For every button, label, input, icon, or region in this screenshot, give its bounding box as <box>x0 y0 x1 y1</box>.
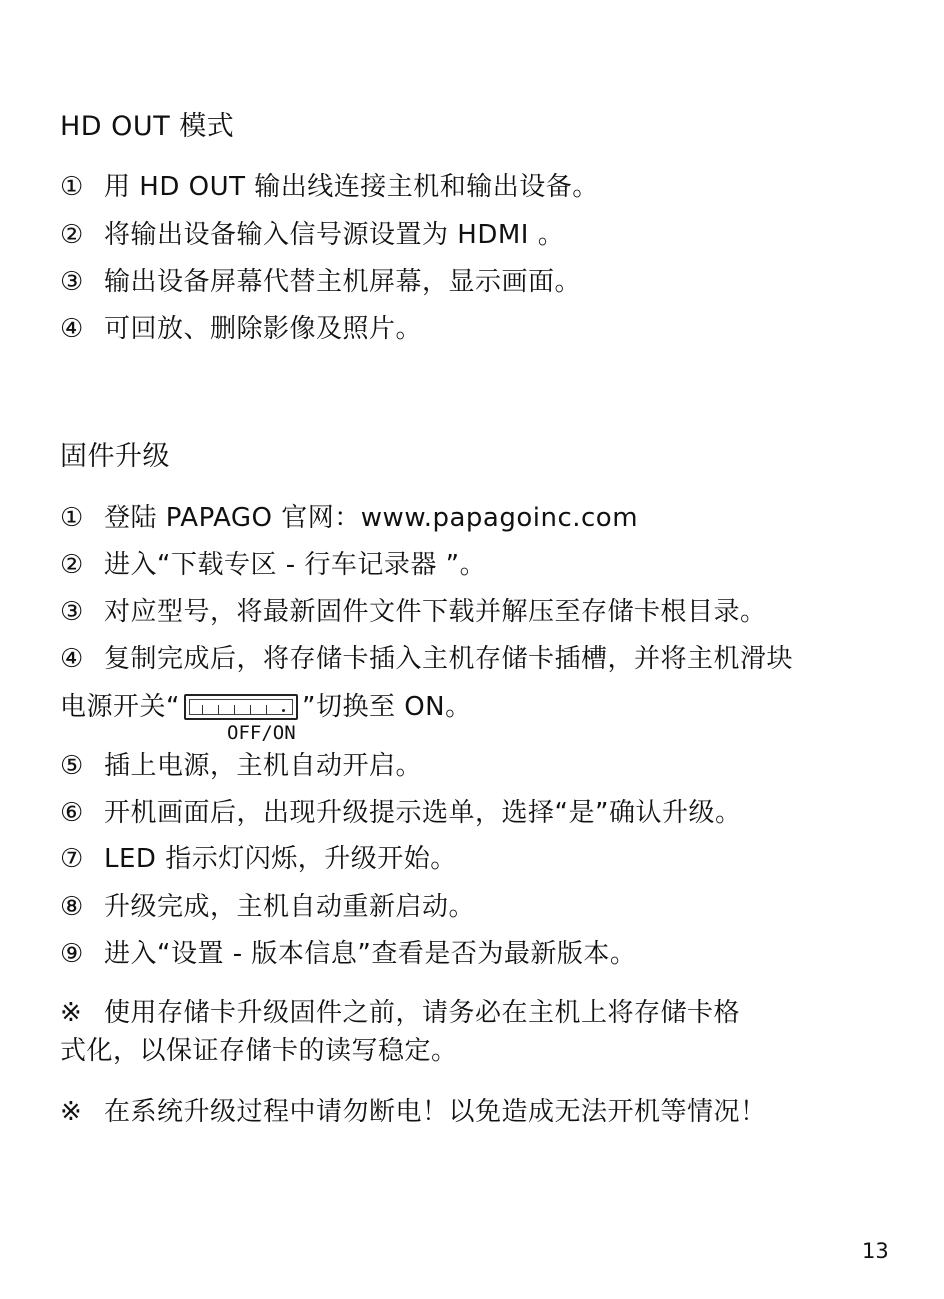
note-1-line-2: 式化，以保证存储卡的读写稳定。 <box>60 1036 458 1066</box>
step-text: LED 指示灯闪烁，升级开始。 <box>104 844 457 874</box>
step-text: 用 HD OUT 输出线连接主机和输出设备。 <box>104 172 599 202</box>
note-mark: ※ <box>60 998 83 1028</box>
step-text: 对应型号，将最新固件文件下载并解压至存储卡根目录。 <box>104 597 767 627</box>
step-number: ⑨ <box>60 939 84 969</box>
firmware-step-7 <box>60 842 457 876</box>
step-number: ④ <box>60 644 84 674</box>
switch-caption: OFF/ON <box>227 722 296 744</box>
firmware-step-3 <box>60 595 767 629</box>
firmware-step-2 <box>60 548 486 582</box>
hdout-title: HD OUT 模式 <box>60 111 235 142</box>
step-text: 升级完成，主机自动重新启动。 <box>104 892 476 922</box>
step-number: ① <box>60 503 84 533</box>
firmware-step-5 <box>60 749 422 783</box>
step-number: ⑥ <box>60 798 84 828</box>
step-text: 开机画面后，出现升级提示选单，选择“是”确认升级。 <box>104 798 742 828</box>
switch-tick <box>234 705 235 715</box>
note-1-line-1 <box>60 996 740 1030</box>
step-text: 将输出设备输入信号源设置为 HDMI 。 <box>104 220 565 250</box>
step-text-after-switch: ”切换至 ON。 <box>301 692 472 722</box>
step-text: 复制完成后，将存储卡插入主机存储卡插槽，并将主机滑块 <box>104 644 794 674</box>
step-text: 进入“设置 - 版本信息”查看是否为最新版本。 <box>104 939 637 969</box>
switch-tick <box>202 705 203 715</box>
step-number: ③ <box>60 597 84 627</box>
step-number: ② <box>60 550 84 580</box>
power-switch-icon <box>184 694 298 720</box>
step-number: ③ <box>60 267 84 297</box>
note-mark: ※ <box>60 1097 83 1127</box>
step-number: ④ <box>60 314 84 344</box>
switch-tick <box>250 705 251 715</box>
step-text: 输出设备屏幕代替主机屏幕，显示画面。 <box>104 267 582 297</box>
firmware-title: 固件升级 <box>60 441 170 472</box>
switch-tick <box>266 705 267 715</box>
step-number: ⑧ <box>60 892 84 922</box>
firmware-step-9 <box>60 937 636 971</box>
firmware-step-4-continued <box>60 690 472 724</box>
switch-tick <box>218 705 219 715</box>
step-text: 登陆 PAPAGO 官网：www.papagoinc.com <box>104 503 639 533</box>
note-text: 使用存储卡升级固件之前，请务必在主机上将存储卡格 <box>104 998 741 1028</box>
hdout-step-3 <box>60 265 581 299</box>
step-text: 进入“下载专区 - 行车记录器 ”。 <box>104 550 487 580</box>
firmware-step-1 <box>60 501 638 535</box>
step-number: ② <box>60 220 84 250</box>
firmware-step-8 <box>60 890 475 924</box>
step-number: ⑤ <box>60 751 84 781</box>
hdout-step-1 <box>60 170 599 204</box>
firmware-step-4 <box>60 642 793 676</box>
step-text: 可回放、删除影像及照片。 <box>104 314 423 344</box>
step-number: ① <box>60 172 84 202</box>
hdout-step-2 <box>60 218 564 252</box>
note-text: 在系统升级过程中请勿断电！以免造成无法开机等情况！ <box>104 1097 767 1127</box>
step-text: 插上电源，主机自动开启。 <box>104 751 423 781</box>
firmware-step-6 <box>60 796 741 830</box>
switch-track <box>189 699 293 715</box>
page-number: 13 <box>862 1239 889 1263</box>
switch-knob-dot <box>282 709 285 712</box>
hdout-step-4 <box>60 312 422 346</box>
note-2 <box>60 1095 767 1129</box>
step-number: ⑦ <box>60 844 84 874</box>
step-text-before-switch: 电源开关“ <box>60 692 180 722</box>
